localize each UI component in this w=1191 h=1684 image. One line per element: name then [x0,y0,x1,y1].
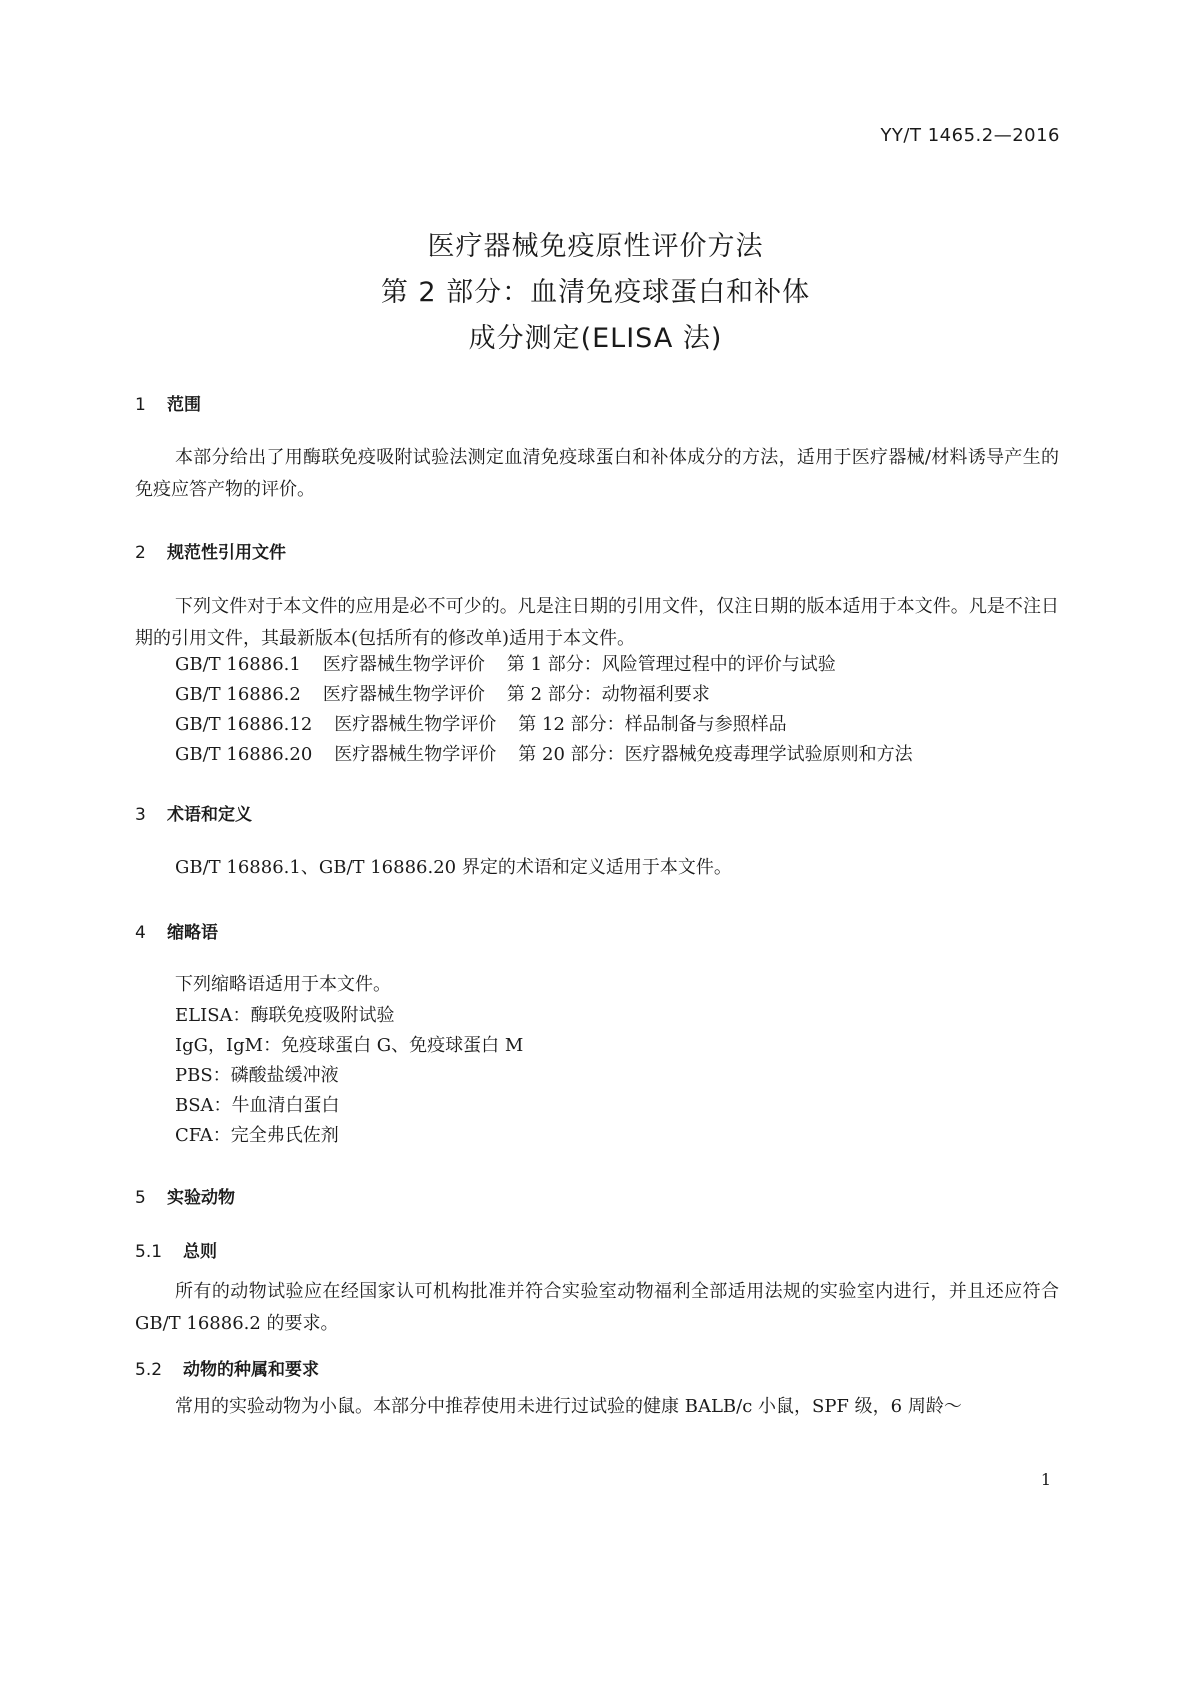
reference-item [175,740,913,770]
reference-item [175,710,787,740]
reference-part: 第 1 部分：风险管理过程中的评价与试验 [506,654,836,675]
section-title: 术语和定义 [167,805,252,825]
title-line-2: 第 2 部分：血清免疫球蛋白和补体 [380,277,811,308]
title-line-1: 医疗器械免疫原性评价方法 [427,231,764,262]
reference-part: 第 12 部分：样品制备与参照样品 [518,714,787,735]
section-4-heading [135,918,218,943]
reference-part: 第 20 部分：医疗器械免疫毒理学试验原则和方法 [518,744,913,765]
reference-name: 医疗器械生物学评价 [334,744,497,765]
section-2-heading [135,538,286,563]
section-1-paragraph: 本部分给出了用酶联免疫吸附试验法测定血清免疫球蛋白和补体成分的方法，适用于医疗器械/材料诱导产生的免疫应答产物的评价。 [135,447,1059,500]
section-5-heading [135,1183,235,1208]
section-number: 1 [135,395,146,415]
abbreviation-item: IgG，IgM：免疫球蛋白 G、免疫球蛋白 M [175,1035,524,1056]
reference-code: GB/T 16886.1 [175,654,301,675]
reference-code: GB/T 16886.20 [175,744,313,765]
reference-name: 医疗器械生物学评价 [322,654,485,675]
section-number: 5 [135,1188,146,1208]
abbreviation-item: PBS：磷酸盐缓冲液 [175,1065,339,1086]
standard-code: YY/T 1465.2—2016 [880,125,1060,146]
section-title: 范围 [167,395,201,415]
section-1-heading [135,390,201,415]
reference-name: 医疗器械生物学评价 [322,684,485,705]
subsection-number: 5.2 [135,1360,163,1380]
section-3-paragraph: GB/T 16886.1、GB/T 16886.20 界定的术语和定义适用于本文件。 [175,857,732,878]
section-number: 2 [135,543,146,563]
section-title: 实验动物 [167,1188,235,1208]
abbreviation-item: BSA：牛血清白蛋白 [175,1095,340,1116]
subsection-title: 总则 [183,1242,217,1262]
section-number: 4 [135,923,146,943]
section-title: 规范性引用文件 [167,543,286,563]
subsection-title: 动物的种属和要求 [183,1360,319,1380]
abbreviations-intro: 下列缩略语适用于本文件。 [175,974,391,995]
reference-name: 医疗器械生物学评价 [334,714,497,735]
subsection-number: 5.1 [135,1242,163,1262]
section-5-2-heading [135,1355,319,1380]
abbreviation-item: ELISA：酶联免疫吸附试验 [175,1005,395,1026]
reference-part: 第 2 部分：动物福利要求 [506,684,710,705]
document-title [0,228,1191,366]
section-5-1-paragraph: 所有的动物试验应在经国家认可机构批准并符合实验室动物福利全部适用法规的实验室内进行，并且还应符合 GB/T 16886.2 的要求。 [135,1281,1059,1334]
section-5-2-paragraph: 常用的实验动物为小鼠。本部分中推荐使用未进行过试验的健康 BALB/c 小鼠，SPF 级，6 周龄～ [175,1396,962,1417]
title-line-3: 成分测定(ELISA 法) [468,323,723,354]
section-number: 3 [135,805,146,825]
section-3-heading [135,800,252,825]
section-title: 缩略语 [167,923,218,943]
page-number: 1 [1040,1470,1051,1489]
reference-code: GB/T 16886.12 [175,714,313,735]
reference-item [175,680,710,710]
reference-item [175,650,836,680]
section-5-1-heading [135,1237,217,1262]
section-2-paragraph: 下列文件对于本文件的应用是必不可少的。凡是注日期的引用文件，仅注日期的版本适用于本文件。凡是不注日期的引用文件，其最新版本(包括所有的修改单)适用于本文件。 [135,596,1059,649]
reference-code: GB/T 16886.2 [175,684,301,705]
abbreviation-item: CFA：完全弗氏佐剂 [175,1125,339,1146]
